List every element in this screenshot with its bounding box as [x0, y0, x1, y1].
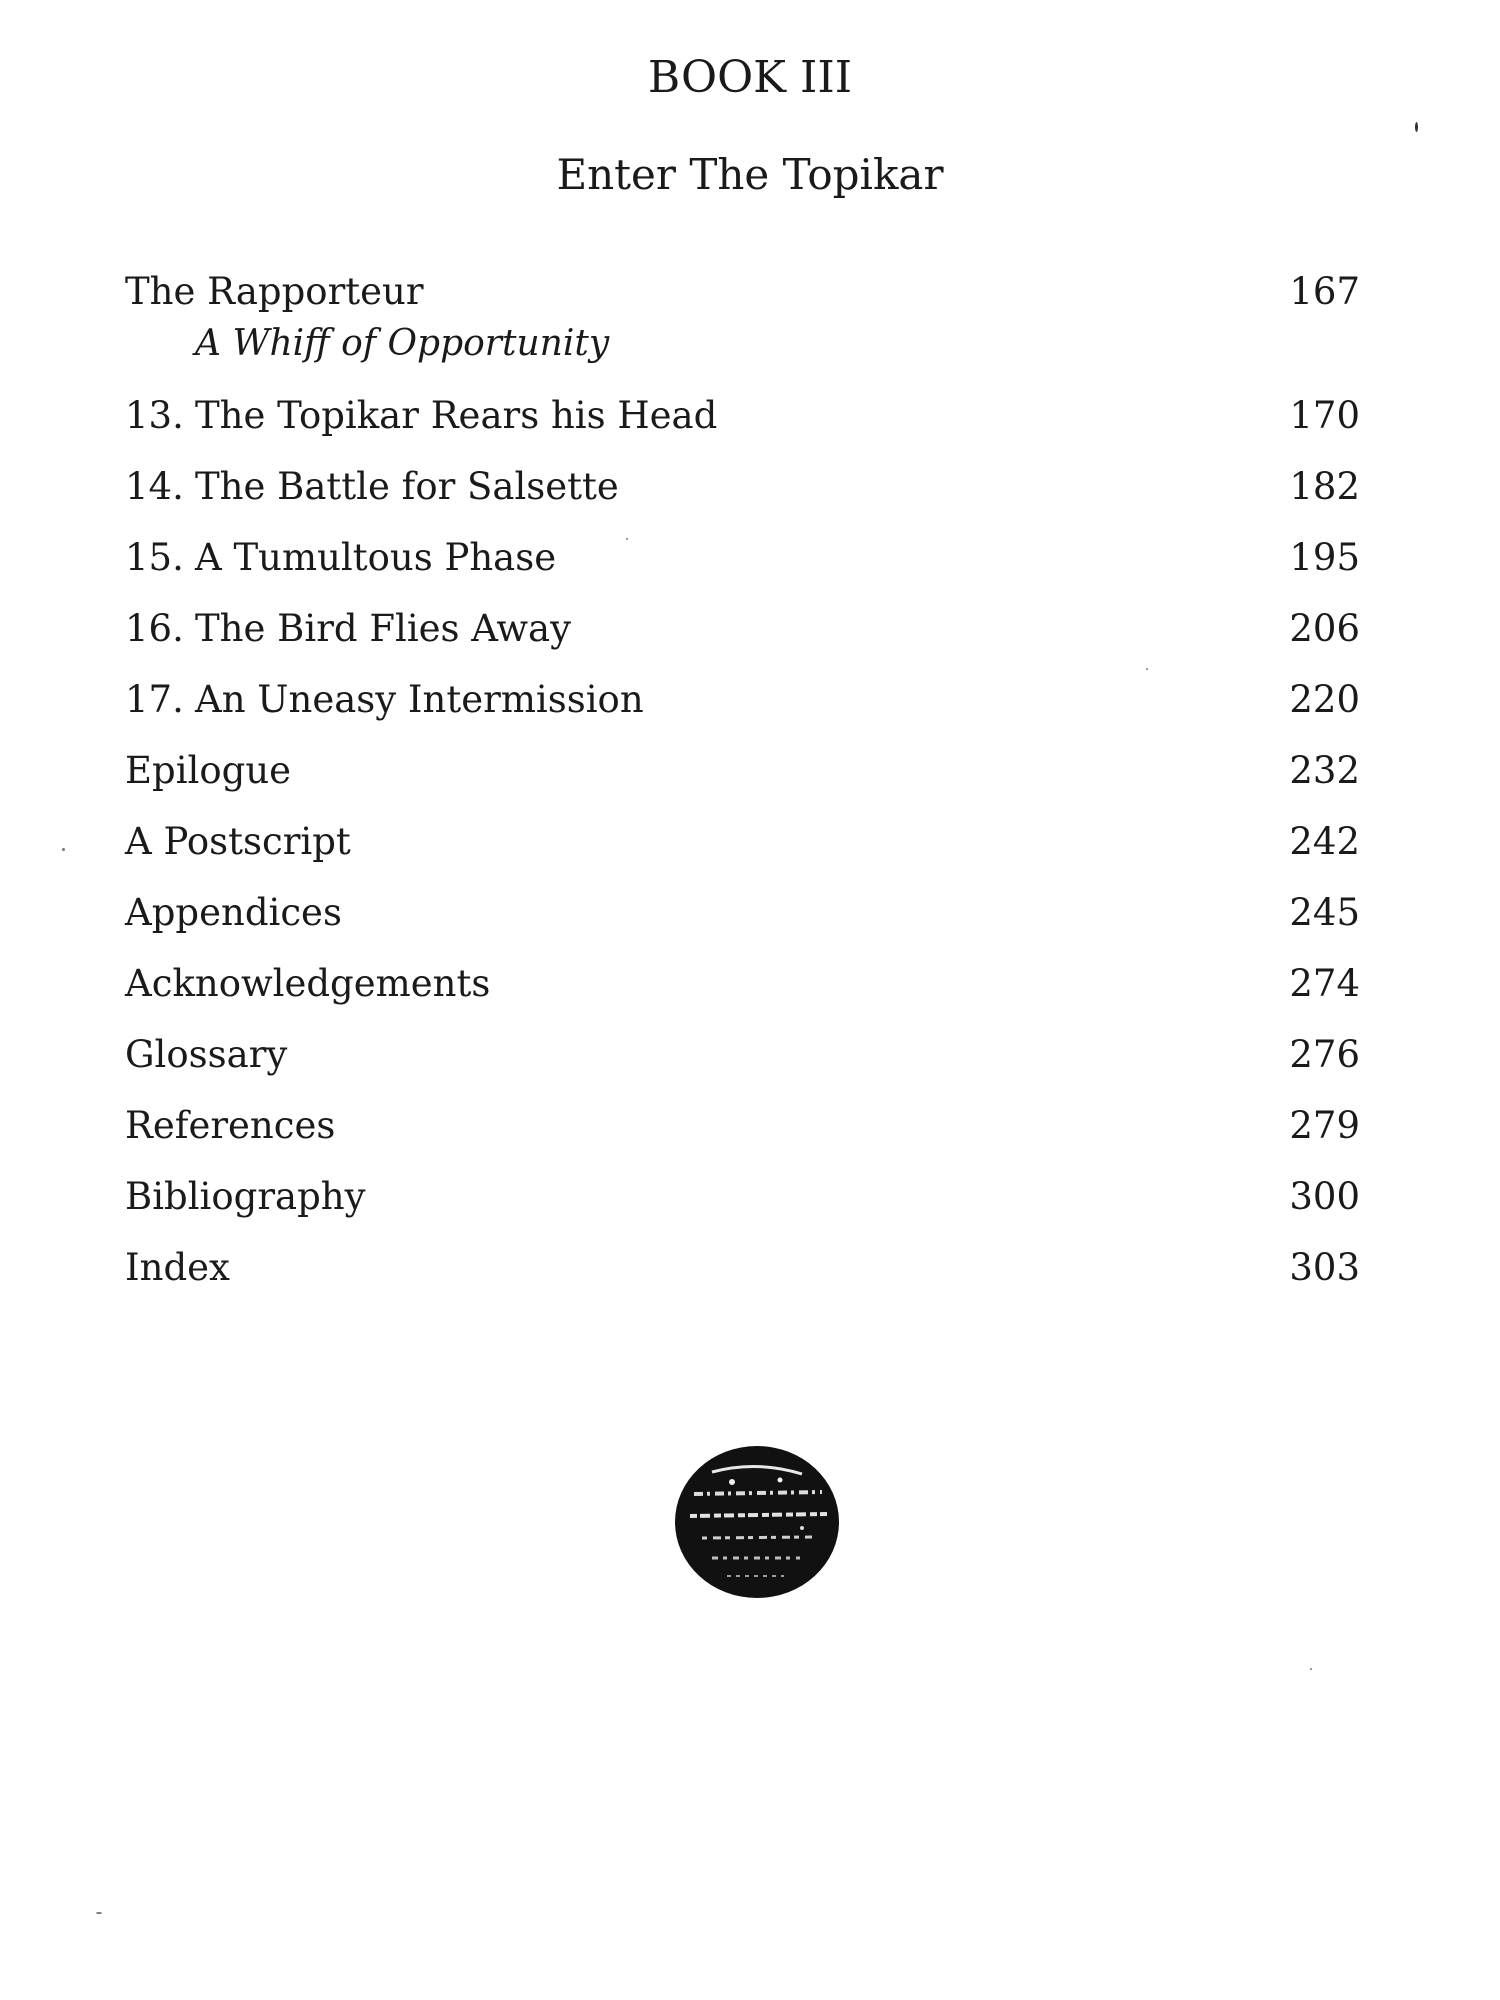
toc-entry-number: 14. [125, 465, 184, 508]
toc-entry-title: The Topikar Rears his Head [195, 394, 718, 437]
toc-entry-epilogue[interactable] [125, 749, 1360, 820]
toc-entry-bibliography[interactable] [125, 1175, 1360, 1246]
toc-entry-postscript[interactable] [125, 820, 1360, 891]
toc-entry-16[interactable] [125, 607, 1360, 678]
toc-entry-index[interactable] [125, 1246, 1360, 1317]
toc-entry-title: The Bird Flies Away [195, 607, 571, 650]
toc-entry-title: Bibliography [125, 1175, 366, 1218]
toc-entry-page: 195 [1289, 536, 1360, 579]
toc-entry-title: Glossary [125, 1033, 288, 1076]
table-of-contents [125, 270, 1360, 1317]
book-label: BOOK III [647, 52, 853, 103]
toc-entry-title: Index [125, 1246, 230, 1289]
scan-speck [1310, 1668, 1312, 1670]
scan-speck [626, 538, 628, 540]
toc-entry-glossary[interactable] [125, 1033, 1360, 1104]
toc-entry-page: 279 [1289, 1104, 1360, 1147]
toc-entry-14[interactable] [125, 465, 1360, 536]
toc-entry-appendices[interactable] [125, 891, 1360, 962]
toc-entry-number: 15. [125, 536, 184, 579]
toc-entry-page: 232 [1289, 749, 1360, 792]
toc-entry-17[interactable] [125, 678, 1360, 749]
toc-entry-title: The Battle for Salsette [195, 465, 619, 508]
toc-entry-title: References [125, 1104, 336, 1147]
toc-entry-page: 245 [1289, 891, 1360, 934]
toc-entry-page: 303 [1289, 1246, 1360, 1289]
toc-entry-title: A Tumultous Phase [195, 536, 557, 579]
devanagari-seal-icon [672, 1442, 842, 1602]
toc-entry-page: 242 [1289, 820, 1360, 863]
toc-entry-page: 220 [1289, 678, 1360, 721]
toc-entry-page: 274 [1289, 962, 1360, 1005]
toc-entry-title: The Rapporteur [125, 270, 424, 313]
toc-entry-title: A Postscript [125, 820, 351, 863]
toc-entry-references[interactable] [125, 1104, 1360, 1175]
toc-entry-number: 16. [125, 607, 184, 650]
scan-speck [1146, 668, 1148, 670]
toc-entry-acknowledgements[interactable] [125, 962, 1360, 1033]
toc-entry-subtitle: A Whiff of Opportunity [195, 323, 610, 364]
toc-entry-number: 13. [125, 394, 184, 437]
toc-entry-page: 206 [1289, 607, 1360, 650]
toc-entry-rapporteur[interactable] [125, 270, 1360, 394]
toc-entry-page: 276 [1289, 1033, 1360, 1076]
toc-entry-page: 182 [1289, 465, 1360, 508]
scan-speck [96, 1912, 102, 1914]
toc-entry-title: Acknowledgements [125, 962, 491, 1005]
toc-entry-title: Appendices [125, 891, 342, 934]
toc-entry-number: 17. [125, 678, 184, 721]
toc-entry-15[interactable] [125, 536, 1360, 607]
toc-entry-page: 167 [1289, 270, 1360, 313]
book-title: Enter The Topikar [556, 150, 944, 199]
scan-speck [62, 848, 65, 851]
scan-speck [1415, 122, 1418, 132]
toc-entry-13[interactable] [125, 394, 1360, 465]
toc-entry-title: Epilogue [125, 749, 292, 792]
toc-entry-title: An Uneasy Intermission [195, 678, 644, 721]
toc-entry-page: 170 [1289, 394, 1360, 437]
toc-entry-page: 300 [1289, 1175, 1360, 1218]
